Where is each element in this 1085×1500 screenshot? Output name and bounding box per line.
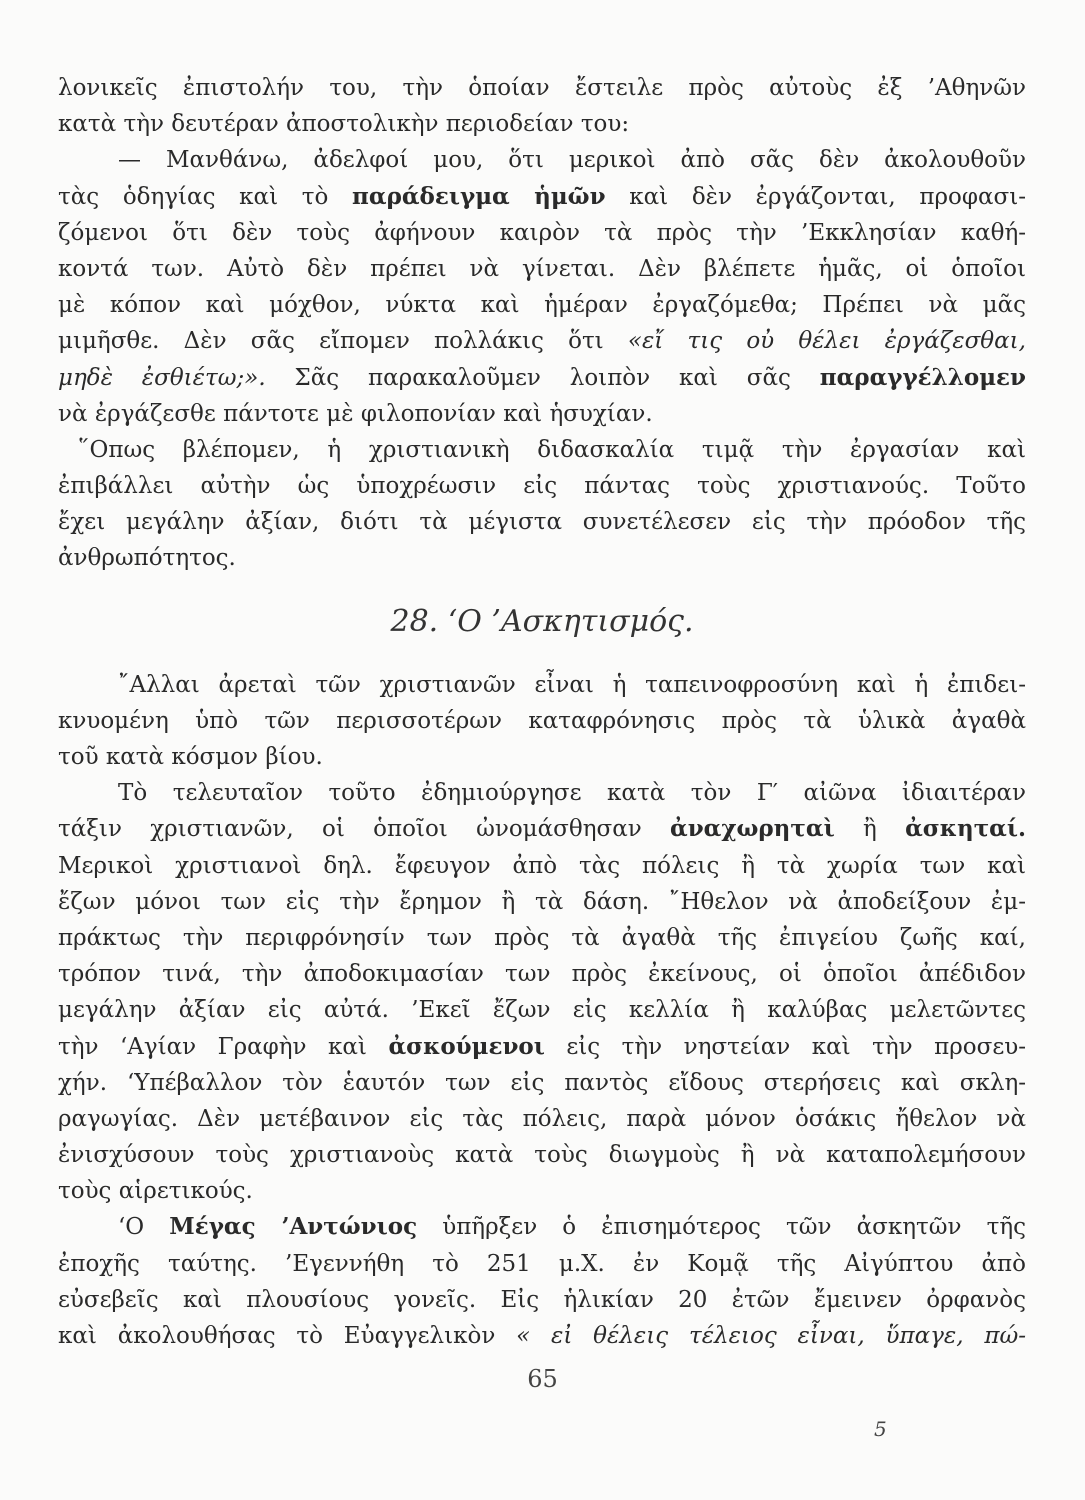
text-line [58, 360, 1026, 396]
italic-quote: « εἰ θέλεις τέλειος εἶναι, ὕπαγε, πώ- [516, 1323, 1026, 1349]
bold-term: ἀσκηταί. [905, 815, 1026, 843]
text-line: τοῦ κατὰ κόσμον βίου. [58, 744, 323, 770]
text-line: ραγωγίας. Δὲν μετέβαινον εἰς τὰς πόλεις, παρὰ μόνον ὁσάκις ἤθελον νὰ [58, 1105, 1026, 1132]
text-line [58, 1209, 1026, 1245]
text-line: Μερικοὶ χριστιανοὶ δηλ. ἔφευγον ἀπὸ τὰς πόλεις ἢ τὰ χωρία των καὶ [58, 852, 1026, 879]
text-line: τρόπον τινά, τὴν ἀποδοκιμασίαν των πρὸς ἐκείνους, οἱ ὁποῖοι ἀπέδιδον [58, 961, 1026, 988]
italic-quote: «εἴ τις οὐ θέλει ἐργάζεσθαι, [627, 328, 1026, 355]
text-run: τάξιν χριστιανῶν, οἱ ὁποῖοι ὠνομάσθησαν [58, 816, 670, 843]
text-line: πράκτως τὴν περιφρόνησίν των πρὸς τὰ ἀγαθὰ τῆς ἐπιγείου ζωῆς καί, [58, 924, 1026, 951]
text-line: ἐπιβάλλει αὐτὴν ὡς ὑποχρέωσιν εἰς πάντας τοὺς χριστιανούς. Τοῦτο [58, 473, 1026, 500]
text-line [58, 1318, 1026, 1354]
page-body [58, 70, 1026, 1354]
text-line: τοὺς αἱρετικούς. [58, 1178, 253, 1205]
text-line: εὐσεβεῖς καὶ πλουσίους γονεῖς. Εἰς ἡλικίαν 20 ἐτῶν ἔμεινεν ὀρφανὸς [58, 1286, 1026, 1313]
bold-term: παράδειγμα ἡμῶν [352, 182, 606, 210]
text-line: κατὰ τὴν δευτέραν ἀποστολικὴν περιοδείαν του: [58, 111, 630, 138]
text-run: εἰς τὴν νηστείαν καὶ τὴν προσευ- [544, 1033, 1026, 1060]
text-run: καὶ ἀκολουθήσας τὸ Εὐαγγελικὸν [58, 1323, 517, 1349]
page-number: 65 [527, 1365, 558, 1393]
text-line: ζόμενοι ὅτι δὲν τοὺς ἀφήνουν καιρὸν τὰ πρὸς τὴν ’Εκκλησίαν καθή- [58, 219, 1026, 246]
bold-term: ἀσκούμενοι [388, 1032, 545, 1060]
text-line: κοντά των. Αὐτὸ δὲν πρέπει νὰ γίνεται. Δὲν βλέπετε ἡμᾶς, οἱ ὁποῖοι [58, 255, 1026, 282]
italic-quote: μηδὲ ἐσθιέτω;». [58, 364, 266, 391]
text-run: Σᾶς παρακαλοῦμεν λοιπὸν καὶ σᾶς [265, 364, 820, 391]
text-run: ὑπῆρξεν ὁ ἐπισημότερος τῶν ἀσκητῶν τῆς [417, 1214, 1026, 1241]
text-line: — Μανθάνω, ἀδελφοί μου, ὅτι μερικοὶ ἀπὸ σᾶς δὲν ἀκολουθοῦν [118, 147, 1026, 174]
text-line: ἔχει μεγάλην ἀξίαν, διότι τὰ μέγιστα συνετέλεσεν εἰς τὴν πρόοδον τῆς [58, 509, 1026, 536]
section-heading: 28. ‘Ο ’Ασκητισμός. [390, 603, 694, 639]
bold-term: ἀναχωρηταὶ [670, 815, 835, 843]
text-line: χήν. ‘Υπέβαλλον τὸν ἑαυτόν των εἰς παντὸς εἴδους στερήσεις καὶ σκλη- [58, 1069, 1026, 1096]
text-line: ἀνθρωπότητος. [58, 545, 236, 572]
text-line [58, 323, 1026, 359]
text-line [58, 1029, 1026, 1065]
signature-mark: 5 [874, 1417, 887, 1441]
text-line [58, 179, 1026, 215]
text-line: μὲ κόπον καὶ μόχθον, νύκτα καὶ ἡμέραν ἐργαζόμεθα; Πρέπει νὰ μᾶς [58, 292, 1026, 319]
text-line: λονικεῖς ἐπιστολήν του, τὴν ὁποίαν ἔστειλε πρὸς αὐτοὺς ἐξ ’Αθηνῶν [58, 75, 1026, 101]
text-run: μιμῆσθε. Δὲν σᾶς εἴπομεν πολλάκις ὅτι [58, 328, 628, 355]
text-line: ἔζων μόνοι των εἰς τὴν ἔρημον ἢ τὰ δάση. ῎Ηθελον νὰ ἀποδείξουν ἐμ- [58, 888, 1026, 915]
bold-term: παραγγέλλομεν [819, 363, 1026, 391]
bold-term: Μέγας ’Αντώνιος [169, 1213, 418, 1241]
text-line: νὰ ἐργάζεσθε πάντοτε μὲ φιλοπονίαν καὶ ἡσυχίαν. [58, 400, 653, 427]
text-line: μεγάλην ἀξίαν εἰς αὐτά. ’Εκεῖ ἔζων εἰς κελλία ἢ καλύβας μελετῶντες [58, 997, 1026, 1024]
text-run: ‘Ο [118, 1214, 170, 1241]
text-run: τὴν ‘Αγίαν Γραφὴν καὶ [58, 1033, 389, 1060]
text-line: ῞Οπως βλέπομεν, ἡ χριστιανικὴ διδασκαλία τιμᾷ τὴν ἐργασίαν καὶ [78, 436, 1026, 463]
text-line: ἐνισχύσουν τοὺς χριστιανοὺς κατὰ τοὺς διωγμοὺς ἢ νὰ καταπολεμήσουν [58, 1142, 1026, 1169]
text-line: ῎Αλλαι ἀρεταὶ τῶν χριστιανῶν εἶναι ἡ ταπεινοφροσύνη καὶ ἡ ἐπιδει- [118, 671, 1026, 698]
text-line [58, 811, 1026, 847]
text-run: τὰς ὁδηγίας καὶ τὸ [58, 183, 353, 210]
text-line: ἐποχῆς ταύτης. ’Εγεννήθη τὸ 251 μ.Χ. ἐν Κομᾷ τῆς Αἰγύπτου ἀπὸ [58, 1250, 1026, 1277]
text-run: ἢ [834, 816, 906, 843]
text-line: Τὸ τελευταῖον τοῦτο ἐδημιούργησε κατὰ τὸν Γ′ αἰῶνα ἰδιαιτέραν [118, 780, 1026, 807]
text-line: κνυομένη ὑπὸ τῶν περισσοτέρων καταφρόνησις πρὸς τὰ ὑλικὰ ἀγαθὰ [58, 707, 1026, 734]
text-run: καὶ δὲν ἐργάζονται, προφασι- [605, 183, 1026, 210]
